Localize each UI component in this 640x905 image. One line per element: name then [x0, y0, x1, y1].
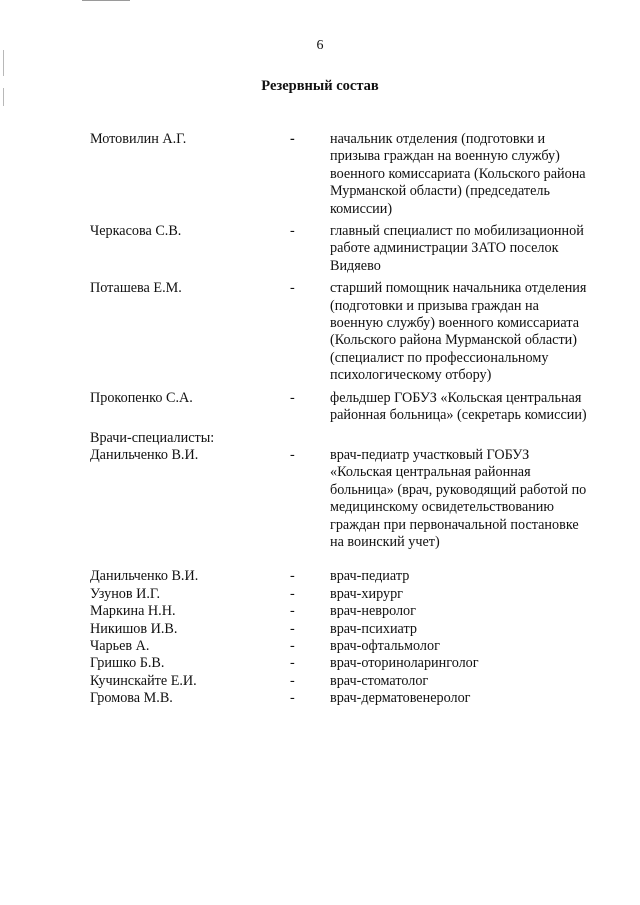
dash-separator: - — [290, 131, 295, 147]
member-name: Поташева Е.М. — [90, 280, 182, 297]
specialist-role: врач-хирург — [330, 585, 403, 602]
specialist-role: врач-дерматовенеролог — [330, 690, 471, 707]
member-role: фельдшер ГОБУЗ «Кольская центральная районная больница» (секретарь комиссии) — [330, 389, 587, 424]
specialist-entry — [90, 690, 620, 707]
scan-top-line — [82, 0, 130, 1]
specialist-entry — [90, 621, 620, 638]
entry-block — [90, 447, 620, 551]
member-role: старший помощник начальника отделения (подготовки и призыва граждан на военную службу) военного комиссариата (Кольского района Мурманской области) (специалист по профессиональному психологическому отбору) — [330, 280, 587, 384]
specialist-entry — [90, 586, 620, 603]
specialist-entry — [90, 673, 620, 690]
member-entry — [90, 131, 620, 218]
specialist-role: врач-оториноларинголог — [330, 655, 479, 672]
dash-separator: - — [290, 672, 295, 689]
dash-separator: - — [290, 280, 295, 297]
specialist-role: врач-педиатр — [330, 568, 410, 585]
specialist-name: Данильченко В.И. — [90, 568, 199, 585]
specialist-entry — [90, 603, 620, 620]
member-entry — [90, 390, 620, 425]
specialist-name: Громова М.В. — [90, 690, 173, 707]
dash-separator: - — [290, 620, 295, 637]
specialist-name: Чарьев А. — [90, 637, 150, 654]
entry-block — [90, 390, 620, 425]
specialist-name: Никишов И.В. — [90, 620, 178, 637]
specialist-role: врач-психиатр — [330, 620, 417, 637]
dash-separator: - — [290, 568, 295, 585]
entry-block — [90, 223, 620, 275]
specialist-name: Узунов И.Г. — [90, 585, 161, 602]
section-heading: Резервный состав — [261, 78, 379, 94]
page-number: 6 — [316, 38, 324, 53]
dash-separator: - — [290, 690, 295, 707]
specialist-entry — [90, 638, 620, 655]
dash-separator: - — [290, 389, 295, 406]
dash-separator: - — [290, 446, 295, 463]
specialists-label: Врачи-специалисты: — [90, 429, 215, 446]
member-entry — [90, 223, 620, 275]
roster-list — [90, 131, 620, 708]
dash-separator: - — [290, 637, 295, 654]
entry-block — [90, 131, 620, 218]
specialist-name: Гришко Б.В. — [90, 655, 165, 672]
specialist-name: Кучинскайте Е.И. — [90, 672, 197, 689]
member-role: главный специалист по мобилизационной работе администрации ЗАТО поселок Видяево — [330, 223, 584, 274]
member-name: Черкасова С.В. — [90, 223, 182, 240]
dash-separator: - — [290, 223, 295, 240]
dash-separator: - — [290, 585, 295, 602]
specialist-lead-entry — [90, 447, 620, 551]
member-entry — [90, 280, 620, 384]
member-role: врач-педиатр участковый ГОБУЗ «Кольская центральная районная больница» (врач, руководящий работой по медицинскому освидетельствованию граждан при первоначальной постановке на воинский учет) — [330, 446, 587, 550]
member-name: Мотовилин А.Г. — [90, 131, 187, 147]
specialist-role: врач-невролог — [330, 603, 416, 620]
specialist-name: Маркина Н.Н. — [90, 603, 176, 620]
member-role: начальник отделения (подготовки и призыва граждан на военную службу) военного комиссариата (Кольского района Мурманской области) (председатель комиссии) — [330, 131, 586, 217]
specialist-entry — [90, 568, 620, 585]
specialist-role: врач-стоматолог — [330, 672, 429, 689]
specialist-role: врач-офтальмолог — [330, 637, 440, 654]
specialist-entry — [90, 655, 620, 672]
entry-block — [90, 280, 620, 384]
member-name: Прокопенко С.А. — [90, 389, 193, 406]
dash-separator: - — [290, 655, 295, 672]
member-name: Данильченко В.И. — [90, 446, 199, 463]
dash-separator: - — [290, 603, 295, 620]
